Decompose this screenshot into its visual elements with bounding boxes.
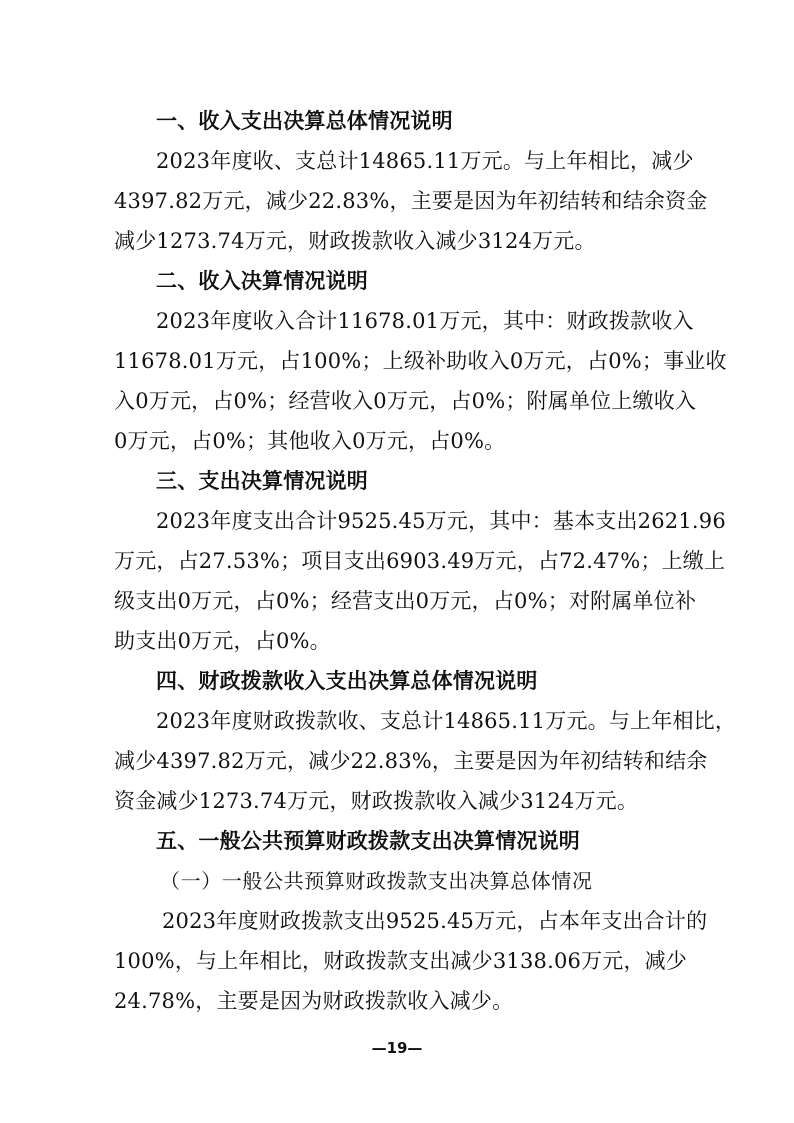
paragraph-line: 资金减少1273.74万元，财政拨款收入减少3124万元。 — [114, 789, 639, 813]
paragraph-line: 助支出0万元，占0%。 — [114, 629, 331, 653]
paragraph-line: 0万元，占0%；其他收入0万元，占0%。 — [114, 429, 506, 453]
section-heading-5: 五、一般公共预算财政拨款支出决算情况说明 — [156, 829, 580, 853]
section-heading-1: 一、收入支出决算总体情况说明 — [156, 109, 453, 133]
paragraph-line: 2023年度支出合计9525.45万元，其中：基本支出2621.96 — [156, 509, 726, 533]
paragraph-line: 入0万元，占0%；经营收入0万元，占0%；附属单位上缴收入 — [114, 389, 697, 413]
page-number: —19— — [371, 1039, 423, 1057]
paragraph-line: 24.78%，主要是因为财政拨款收入减少。 — [114, 989, 514, 1013]
paragraph-line: 2023年度财政拨款收、支总计14865.11万元。与上年相比， — [156, 709, 737, 733]
paragraph-line: 2023年度财政拨款支出9525.45万元，占本年支出合计的 — [162, 909, 708, 933]
paragraph-line: 100%，与上年相比，财政拨款支出减少3138.06万元，减少 — [114, 949, 688, 973]
paragraph-line: 级支出0万元，占0%；经营支出0万元，占0%；对附属单位补 — [114, 589, 697, 613]
paragraph-line: 4397.82万元，减少22.83%，主要是因为年初结转和结余资金 — [114, 189, 708, 213]
paragraph-line: 万元，占27.53%；项目支出6903.49万元，占72.47%；上缴上 — [114, 549, 726, 573]
paragraph-line: 减少4397.82万元，减少22.83%，主要是因为年初结转和结余 — [114, 749, 708, 773]
section-heading-4: 四、财政拨款收入支出决算总体情况说明 — [156, 669, 538, 693]
sub-heading: （一）一般公共预算财政拨款支出决算总体情况 — [160, 869, 593, 893]
paragraph-line: 11678.01万元，占100%；上级补助收入0万元，占0%；事业收 — [114, 349, 727, 373]
paragraph-line: 2023年度收入合计11678.01万元，其中：财政拨款收入 — [156, 309, 694, 333]
paragraph-line: 减少1273.74万元，财政拨款收入减少3124万元。 — [114, 229, 596, 253]
section-heading-2: 二、收入决算情况说明 — [156, 269, 368, 293]
paragraph-line: 2023年度收、支总计14865.11万元。与上年相比，减少 — [156, 149, 694, 173]
section-heading-3: 三、支出决算情况说明 — [156, 469, 368, 493]
